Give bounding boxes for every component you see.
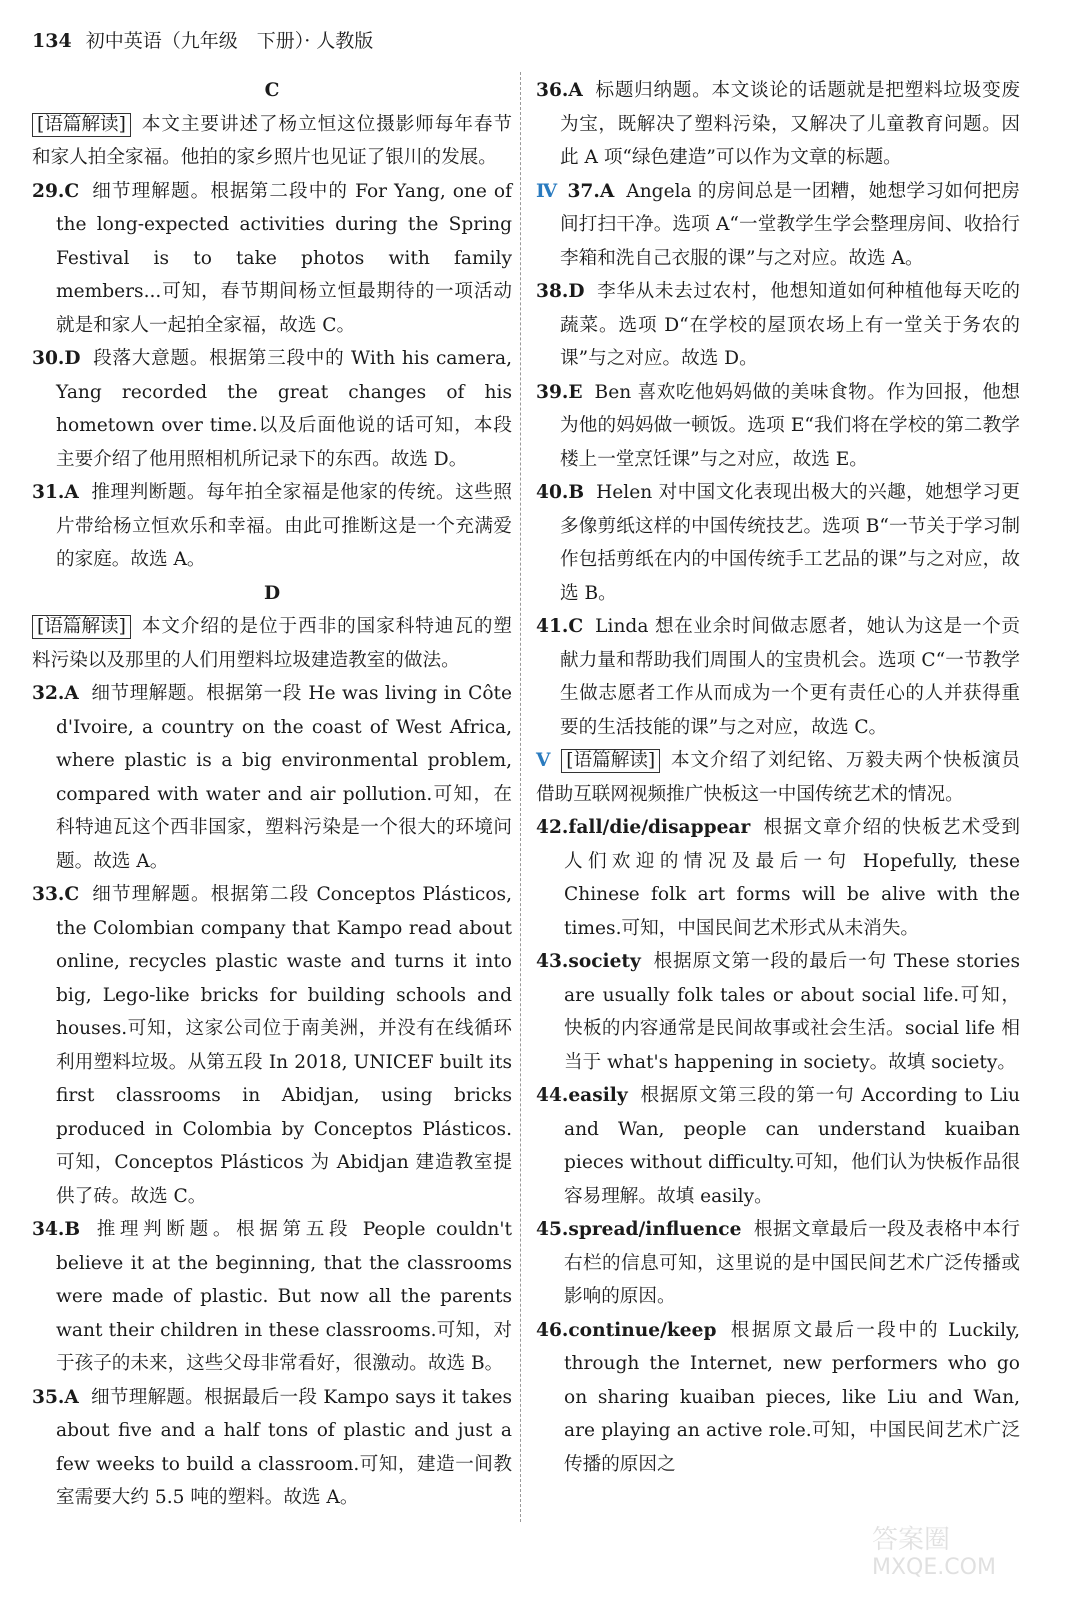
- answer-number: 31.A: [32, 482, 79, 503]
- answer-number: 46.continue/keep: [536, 1319, 717, 1341]
- answer-item: [536, 610, 1020, 744]
- answer-item: [32, 1213, 512, 1381]
- part-number: Ⅴ: [536, 750, 552, 771]
- answer-item: [536, 376, 1020, 477]
- passage-intro: [536, 744, 1020, 811]
- part-number: Ⅳ: [536, 180, 558, 202]
- section-heading: D: [263, 582, 281, 604]
- explanation-text: Linda 想在业余时间做志愿者，她认为这是一个贡献力量和帮助我们周围人的宝贵机会。选项 C“一节教学生做志愿者工作从而成为一个更有责任心的人并获得重要的生活技能的课”与之对应，故选 C。: [560, 616, 1020, 738]
- page-number: 134: [32, 30, 72, 52]
- answer-item: [32, 677, 512, 878]
- explanation-text: Angela 的房间总是一团糟，她想学习如何把房间打扫干净。选项 A“一堂教学生学会整理房间、收拾行李箱和洗自己衣服的课”与之对应。故选 A。: [560, 180, 1020, 269]
- answer-number: 36.A: [536, 80, 583, 101]
- svg-text:答案圈: 答案圈: [872, 1525, 951, 1555]
- answer-number: 40.B: [536, 482, 585, 503]
- explanation-text: 标题归纳题。本文谈论的话题就是把塑料垃圾变废为宝，既解决了塑料污染，又解决了儿童教育问题。因此 A 项“绿色建造”可以作为文章的标题。: [560, 80, 1020, 168]
- answer-number: 29.C: [32, 180, 80, 202]
- answer-item: [32, 175, 512, 343]
- explanation-text: 李华从未去过农村，他想知道如何种植他每天吃的蔬菜。选项 D“在学校的屋顶农场上有一堂关于务农的课”与之对应。故选 D。: [560, 281, 1020, 369]
- answer-item: [536, 1213, 1020, 1314]
- explanation-text: 细节理解题。根据第二段中的 For Yang, one of the long-expected activities during the Spring Festival is to take photos with family members...可知，春节期间杨立恒最期待的一项活动就是和家人一起拍全家福，故选 C。: [56, 180, 512, 336]
- answer-item: [32, 1381, 512, 1515]
- answer-number: 32.A: [32, 683, 79, 704]
- left-column: [32, 74, 512, 1515]
- answer-number: 33.C: [32, 884, 80, 905]
- answer-number: 42.fall/die/disappear: [536, 817, 751, 838]
- answer-item: [536, 175, 1020, 276]
- answer-number: 44.easily: [536, 1085, 628, 1106]
- explanation-text: 根据原文第三段的第一句 According to Liu and Wan, people can understand kuaiban pieces without difficulty.可知，他们认为快板作品很容易理解。故填 easily。: [564, 1085, 1020, 1207]
- answer-item: [536, 74, 1020, 175]
- answer-number: 37.A: [567, 180, 615, 202]
- answer-number: 30.D: [32, 348, 81, 369]
- answer-number: 38.D: [536, 281, 585, 302]
- explanation-text: Helen 对中国文化表现出极大的兴趣，她想学习更多像剪纸这样的中国传统技艺。选项 B“一节关于学习制作包括剪纸在内的中国传统手工艺品的课”与之对应，故选 B。: [560, 482, 1020, 604]
- passage-intro: [32, 610, 512, 677]
- explanation-text: 本文介绍的是位于西非的国家科特迪瓦的塑料污染以及那里的人们用塑料垃圾建造教室的做法。: [32, 616, 512, 671]
- passage-intro: [32, 108, 512, 175]
- answer-item: [536, 476, 1020, 610]
- explanation-text: 根据原文最后一段中的 Luckily, through the Internet, new performers who go on sharing kuaiban pieces, like Liu and Wan, are playing an active role.可知，中国民间艺术广泛传播的原因之: [564, 1319, 1020, 1475]
- answer-item: [536, 811, 1020, 945]
- answer-item: [536, 275, 1020, 376]
- explanation-text: 段落大意题。根据第三段中的 With his camera, Yang recorded the great changes of his hometown over time.以及后面他说的话可知，本段主要介绍了他用照相机所记录下的东西。故选 D。: [56, 348, 512, 470]
- explanation-text: 细节理解题。根据第一段 He was living in Côte d'Ivoire, a country on the coast of West Africa, where plastic is a big environmental problem, compared with water and air pollution.可知，在科特迪瓦这个西非国家，塑料污染是一个很大的环境问题。故选 A。: [56, 683, 512, 872]
- explanation-text: 本文介绍了刘纪铭、万毅夫两个快板演员借助互联网视频推广快板这一中国传统艺术的情况。: [536, 750, 1020, 805]
- right-column: [536, 74, 1020, 1481]
- explanation-text: Ben 喜欢吃他妈妈做的美味食物。作为回报，他想为他的妈妈做一顿饭。选项 E“我们将在学校的第二教学楼上一堂烹饪课”与之对应，故选 E。: [560, 381, 1020, 470]
- explanation-text: 根据文章最后一段及表格中本行右栏的信息可知，这里说的是中国民间艺术广泛传播或影响的原因。: [564, 1219, 1020, 1307]
- explanation-text: 本文主要讲述了杨立恒这位摄影师每年春节和家人拍全家福。他拍的家乡照片也见证了银川的发展。: [32, 113, 512, 168]
- answer-item: [536, 945, 1020, 1079]
- answer-item: [32, 476, 512, 577]
- column-divider: [520, 72, 521, 1522]
- explanation-text: 根据原文第一段的最后一句 These stories are usually folk tales or about social life.可知，快板的内容通常是民间故事或社会生活。social life 相当于 what's happening in society。故填 society。: [564, 951, 1020, 1073]
- intro-label: [语篇解读]: [32, 113, 131, 137]
- answer-number: 41.C: [536, 616, 584, 637]
- explanation-text: 根据文章介绍的快板艺术受到人们欢迎的情况及最后一句 Hopefully, these Chinese folk art forms will be alive with the times.可知，中国民间艺术形式从未消失。: [564, 817, 1020, 939]
- watermark-logo: [862, 1520, 1032, 1580]
- section-heading: C: [264, 80, 280, 101]
- answer-number: 35.A: [32, 1386, 79, 1408]
- explanation-text: 推理判断题。每年拍全家福是他家的传统。这些照片带给杨立恒欢乐和幸福。由此可推断这是一个充满爱的家庭。故选 A。: [56, 482, 512, 570]
- answer-number: 34.B: [32, 1219, 81, 1240]
- answer-item: [32, 342, 512, 476]
- answer-number: 39.E: [536, 381, 583, 403]
- explanation-text: 细节理解题。根据最后一段 Kampo says it takes about five and a half tons of plastic and just a few weeks to build a classroom.可知，建造一间教室需要大约 5.5 吨的塑料。故选 A。: [56, 1386, 512, 1508]
- intro-label: [语篇解读]: [561, 749, 660, 773]
- explanation-text: 细节理解题。根据第二段 Conceptos Plásticos, the Colombian company that Kampo read about online, recycles plastic waste and turns it into big, Lego-like bricks for building schools and houses.可知，这家公司位于南美洲，并没有在线循环利用塑料垃圾。从第五段 In 2018, UNICEF built its first classrooms in Abidjan, using bricks produced in Colombia by Conceptos Plásticos. 可知，Conceptos Plásticos 为 Abidjan 建造教室提供了砖。故选 C。: [56, 884, 512, 1207]
- answer-number: 45.spread/influence: [536, 1219, 742, 1240]
- answer-item: [536, 1314, 1020, 1482]
- answer-item: [32, 878, 512, 1213]
- svg-text:MXQE.COM: MXQE.COM: [872, 1555, 996, 1580]
- answer-item: [536, 1079, 1020, 1213]
- page-header: [32, 26, 373, 53]
- book-title: 初中英语（九年级 下册）· 人教版: [85, 30, 374, 52]
- answer-number: 43.society: [536, 951, 641, 972]
- intro-label: [语篇解读]: [32, 615, 131, 639]
- explanation-text: 推理判断题。根据第五段 People couldn't believe it at the beginning, that the classrooms were made of plastic. But now all the parents want their children in these classrooms.可知，对于孩子的未来，这些父母非常看好，很激动。故选 B。: [56, 1219, 512, 1374]
